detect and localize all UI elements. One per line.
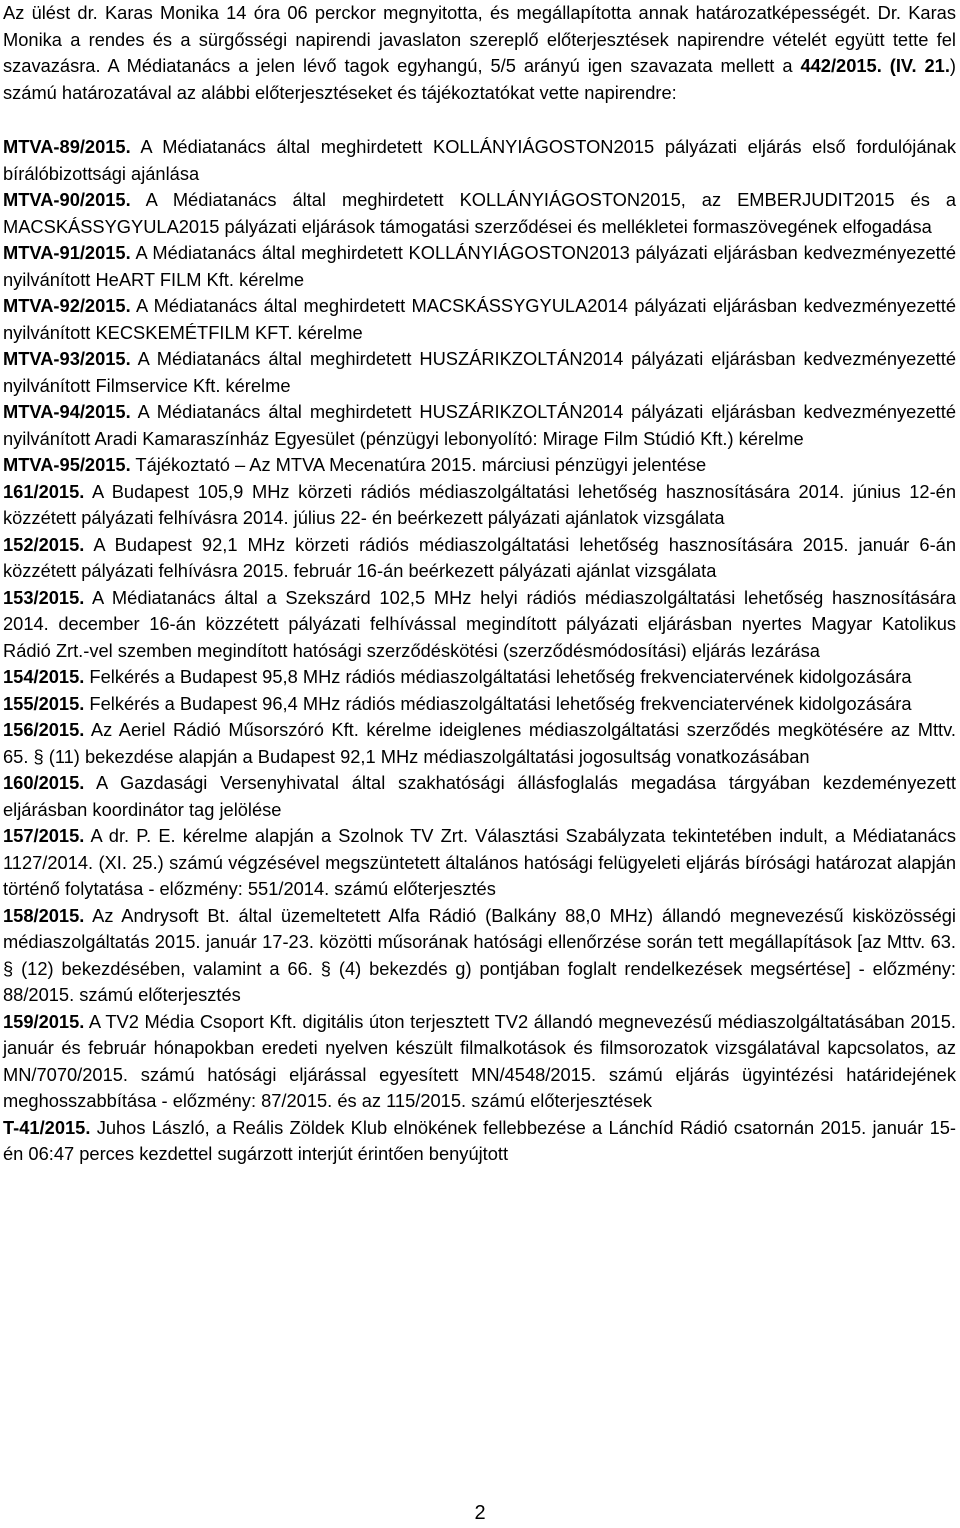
agenda-item-id: 156/2015. [3,719,85,740]
agenda-item [3,770,956,823]
agenda-item [3,399,956,452]
agenda-item-id: MTVA-95/2015. [3,454,131,475]
agenda-item [3,691,956,718]
agenda-item [3,903,956,1009]
agenda-item-text: A Budapest 92,1 MHz körzeti rádiós médiaszolgáltatási lehetőség hasznosítására 2015. január 6-án közzétett pályázati felhívásra 2015. február 16-án beérkezett pályázati ajánlat vizsgálata [3,533,956,581]
agenda-item-text: A Médiatanács által meghirdetett HUSZÁRIKZOLTÁN2014 pályázati eljárásban kedvezményezetté nyilvánított Filmservice Kft. kérelme [3,348,956,396]
agenda-item-id: 161/2015. [3,480,85,502]
agenda-item-id: 157/2015. [3,825,85,846]
agenda-item-text: A Médiatanács által meghirdetett KOLLÁNYIÁGOSTON2013 pályázati eljárásban kedvezményezetté nyilvánított HeART FILM Kft. kérelme [3,242,956,290]
agenda-item [3,585,956,665]
agenda-item [3,717,956,770]
agenda-item-id: T-41/2015. [3,1116,91,1138]
intro-text-after: ) számú határozatával az alábbi előterjesztéseket és tájékoztatókat vette napirendre: [3,55,956,103]
agenda-item-id: 154/2015. [3,666,85,687]
document-page [3,0,956,1168]
agenda-item [3,664,956,691]
agenda-item [3,1115,956,1168]
agenda-item-text: Az Aeriel Rádió Műsorszóró Kft. kérelme ideiglenes médiaszolgáltatási szerződés megkötésére az Mttv. 65. § (11) bekezdése alapján a Budapest 92,1 MHz médiaszolgáltatási jogosultság vonatkozásában [3,719,956,767]
agenda-item-text: Juhos László, a Reális Zöldek Klub elnökének fellebbezése a Lánchíd Rádió csatornán 2015. január 15-én 06:47 perces kezdettel sugárzott interjút érintően benyújtott [3,1116,956,1164]
agenda-item-id: MTVA-94/2015. [3,401,131,422]
agenda-item-text: A Médiatanács által meghirdetett MACSKÁSSYGYULA2014 pályázati eljárásban kedvezményezetté nyilvánított KECSKEMÉTFILM KFT. kérelme [3,295,956,343]
agenda-item-text: Felkérés a Budapest 95,8 MHz rádiós médiaszolgáltatási lehetőség frekvenciatervének kidolgozására [84,666,912,687]
agenda-item-id: 159/2015. [3,1010,85,1032]
agenda-item-text: A Gazdasági Versenyhivatal által szakhatósági állásfoglalás megadása tárgyában kezdeményezett eljárásban koordinátor tag jelölése [3,772,956,820]
agenda-item [3,187,956,240]
agenda-item [3,240,956,293]
agenda-item-text: Felkérés a Budapest 96,4 MHz rádiós médiaszolgáltatási lehetőség frekvenciatervének kidolgozására [84,692,912,714]
intro-paragraph [3,0,956,106]
agenda-item-text: A dr. P. E. kérelme alapján a Szolnok TV Zrt. Választási Szabályzata tekintetében indult, a Médiatanács 1127/2014. (XI. 25.) számú végzésével megszüntetett általános hatósági felügyeleti eljárás bírósági határozat alapján történő folytatása - előzmény: 551/2014. számú előterjesztés [3,825,956,899]
agenda-item [3,452,956,479]
agenda-item-id: 160/2015. [3,772,85,793]
agenda-item-text: A TV2 Média Csoport Kft. digitális úton terjesztett TV2 állandó megnevezésű médiaszolgáltatásában 2015. január és február hónapokban eredeti nyelven készült filmalkotások és filmsorozatok vizsgálatával kapcsolatos, az MN/7070/2015. számú hatósági eljárással egyesített MN/4548/2015. számú eljárás ügyintézési határidejének meghosszabbítása - előzmény: 87/2015. és az 115/2015. számú előterjesztések [3,1010,956,1111]
agenda-item [3,532,956,585]
page-number: 2 [474,1502,486,1524]
agenda-item-text: Az Andrysoft Bt. által üzemeltetett Alfa Rádió (Balkány 88,0 MHz) állandó megnevezésű kisközösségi médiaszolgáltatás 2015. január 17-23. közötti műsorának hatósági ellenőrzése során tett megállapítások [az Mttv. 63. § (12) bekezdésében, valamint a 66. § (4) bekezdés g) pontjában foglalt rendelkezések megsértése] - előzmény: 88/2015. számú előterjesztés [3,904,956,1005]
agenda-item-id: MTVA-91/2015. [3,242,131,263]
agenda-item-id: 153/2015. [3,586,85,608]
agenda-item [3,1009,956,1115]
agenda-list [3,134,956,1168]
agenda-item-id: MTVA-92/2015. [3,295,131,316]
agenda-item [3,479,956,532]
intro-text-before: Az ülést dr. Karas Monika 14 óra 06 perckor megnyitotta, és megállapította annak határozatképességét. Dr. Karas Monika a rendes és a sürgősségi napirendi javaslaton szereplő előterjesztések napirendre vételét együtt tette fel szavazásra. A Médiatanács a jelen lévő tagok egyhangú, 5/5 arányú igen szavazata mellett a [3,2,956,76]
agenda-item [3,823,956,903]
agenda-item-text: A Médiatanács által meghirdetett HUSZÁRIKZOLTÁN2014 pályázati eljárásban kedvezményezetté nyilvánított Aradi Kamaraszínház Egyesület (pénzügyi lebonyolító: Mirage Film Stúdió Kft.) kérelme [3,401,956,449]
agenda-item-text: A Budapest 105,9 MHz körzeti rádiós médiaszolgáltatási lehetőség hasznosítására 2014. június 12-én közzétett pályázati felhívásra 2014. július 22- én beérkezett pályázati ajánlatok vizsgálata [3,480,956,528]
agenda-item [3,134,956,187]
agenda-item-text: A Médiatanács által meghirdetett KOLLÁNYIÁGOSTON2015, az EMBERJUDIT2015 és a MACSKÁSSYGYULA2015 pályázati eljárások támogatási szerződései és mellékletei formaszövegének elfogadása [3,189,956,237]
agenda-item-id: MTVA-93/2015. [3,348,131,369]
agenda-item-text: Tájékoztató – Az MTVA Mecenatúra 2015. márciusi pénzügyi jelentése [130,454,707,475]
agenda-item-text: A Médiatanács által meghirdetett KOLLÁNYIÁGOSTON2015 pályázati eljárás első fordulójának bírálóbizottsági ajánlása [3,136,956,184]
resolution-reference: 442/2015. (IV. 21. [800,55,950,76]
agenda-item [3,293,956,346]
agenda-item [3,346,956,399]
agenda-item-id: 152/2015. [3,533,85,555]
agenda-item-id: 155/2015. [3,692,85,714]
agenda-item-text: A Médiatanács által a Szekszárd 102,5 MHz helyi rádiós médiaszolgáltatási lehetőség hasznosítására 2014. december 16-án közzétett pályázati felhívással megindított pályázati eljárásban nyertes Magyar Katolikus Rádió Zrt.-vel szemben megindított hatósági szerződéskötési (szerződésmódosítási) eljárás lezárása [3,586,956,661]
agenda-item-id: 158/2015. [3,904,85,926]
agenda-item-id: MTVA-89/2015. [3,136,131,157]
agenda-item-id: MTVA-90/2015. [3,189,131,210]
